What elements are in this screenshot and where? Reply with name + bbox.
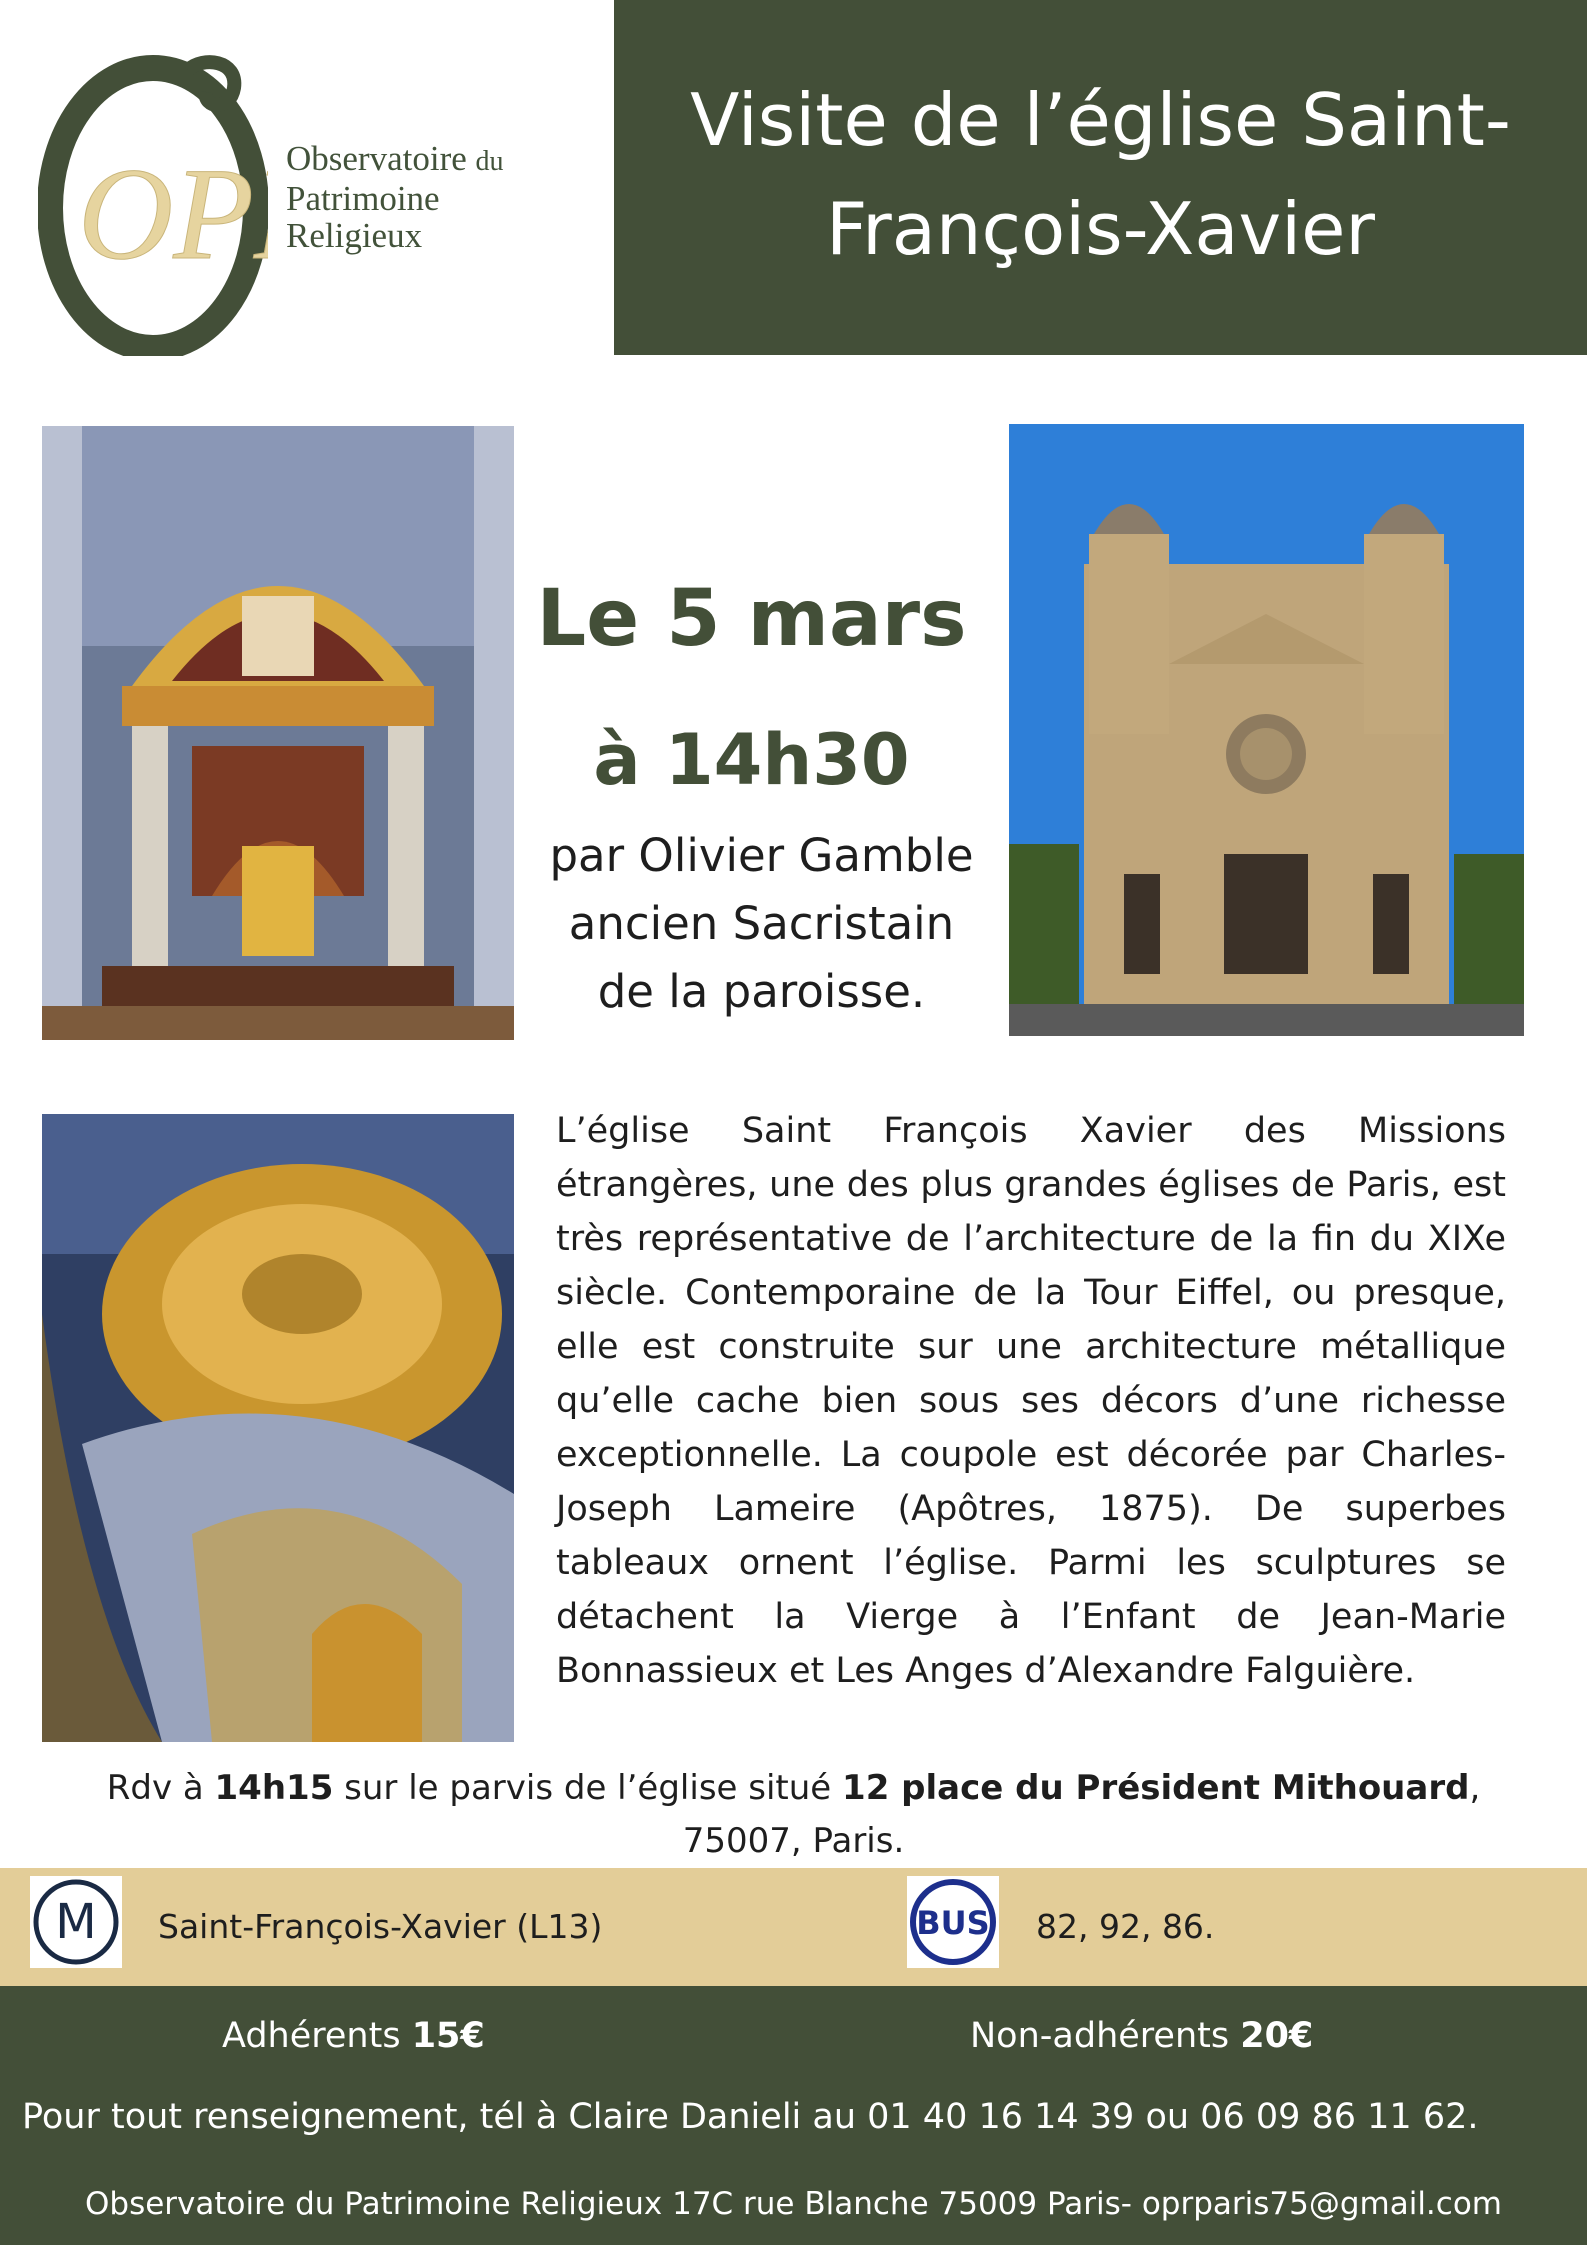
logo-monogram: OP <box>78 140 254 287</box>
org-name-line2: Patrimoine <box>286 179 440 218</box>
organization-address: Observatoire du Patrimoine Religieux 17C rue Blanche 75009 Paris- oprparis75@gmail.com <box>84 2186 1502 2222</box>
price-members <box>222 2012 485 2060</box>
price-members-label: Adhérents <box>222 2016 412 2056</box>
opr-logo <box>38 48 268 356</box>
organization-name <box>286 140 606 254</box>
metro-icon <box>30 1876 122 1968</box>
church-dome-photo <box>42 1114 514 1742</box>
metro-icon-letter: M <box>55 1894 97 1950</box>
metro-station: Saint-François-Xavier (L13) <box>158 1907 603 1946</box>
church-apse-photo <box>42 426 514 1040</box>
bus-icon-label: BUS <box>916 1904 990 1942</box>
speaker-line: ancien Sacristain <box>568 897 955 950</box>
speaker-info <box>514 822 1009 1026</box>
church-facade-photo <box>1009 424 1524 1036</box>
org-name-line3: Religieux <box>286 216 423 255</box>
event-time: à 14h30 <box>593 719 910 801</box>
org-name-line1: Observatoire <box>286 139 467 178</box>
rdv-city: 75007, Paris. <box>682 1821 905 1861</box>
rdv-middle: sur le parvis de l’église situé <box>333 1768 843 1808</box>
rdv-comma: , <box>1469 1768 1481 1808</box>
price-others-label: Non-adhérents <box>970 2016 1241 2056</box>
price-non-members <box>970 2012 1313 2060</box>
meeting-point <box>0 1762 1587 1868</box>
transit-band <box>0 1868 1587 1986</box>
footer <box>0 1986 1587 2245</box>
speaker-line: de la paroisse. <box>597 965 926 1018</box>
bus-lines: 82, 92, 86. <box>1036 1907 1215 1946</box>
event-date: Le 5 mars <box>536 574 967 664</box>
org-name-du: du <box>475 146 504 177</box>
rdv-address: 12 place du Président Mithouard <box>842 1768 1470 1808</box>
page-title: Visite de l’église Saint-François-Xavier <box>690 77 1511 271</box>
title-banner <box>614 0 1587 355</box>
church-description: L’église Saint François Xavier des Missions étrangères, une des plus grandes églises de Paris, est très représentative de l’architecture de la fin du XIXe siècle. Contemporaine de la Tour Eiffel, ou presque, elle est construite sur une architecture métallique qu’elle cache bien sous ses décors d’une richesse exceptionnelle. La coupole est décorée par Charles-Joseph Lameire (Apôtres, 1875). De superbes tableaux ornent l’église. Parmi les sculptures se détachent la Vierge à l’Enfant de Jean-Marie Bonnassieux et Les Anges d’Alexandre Falguière. <box>556 1111 1506 1691</box>
price-members-value: 15€ <box>411 2016 485 2056</box>
speaker-line: par Olivier Gamble <box>549 829 974 882</box>
contact-info: Pour tout renseignement, tél à Claire Danieli au 01 40 16 14 39 ou 06 09 86 11 62. <box>22 2097 1479 2137</box>
rdv-prefix: Rdv à <box>106 1768 215 1808</box>
bus-icon <box>907 1876 999 1968</box>
price-others-value: 20€ <box>1240 2016 1314 2056</box>
rdv-time: 14h15 <box>214 1768 334 1808</box>
